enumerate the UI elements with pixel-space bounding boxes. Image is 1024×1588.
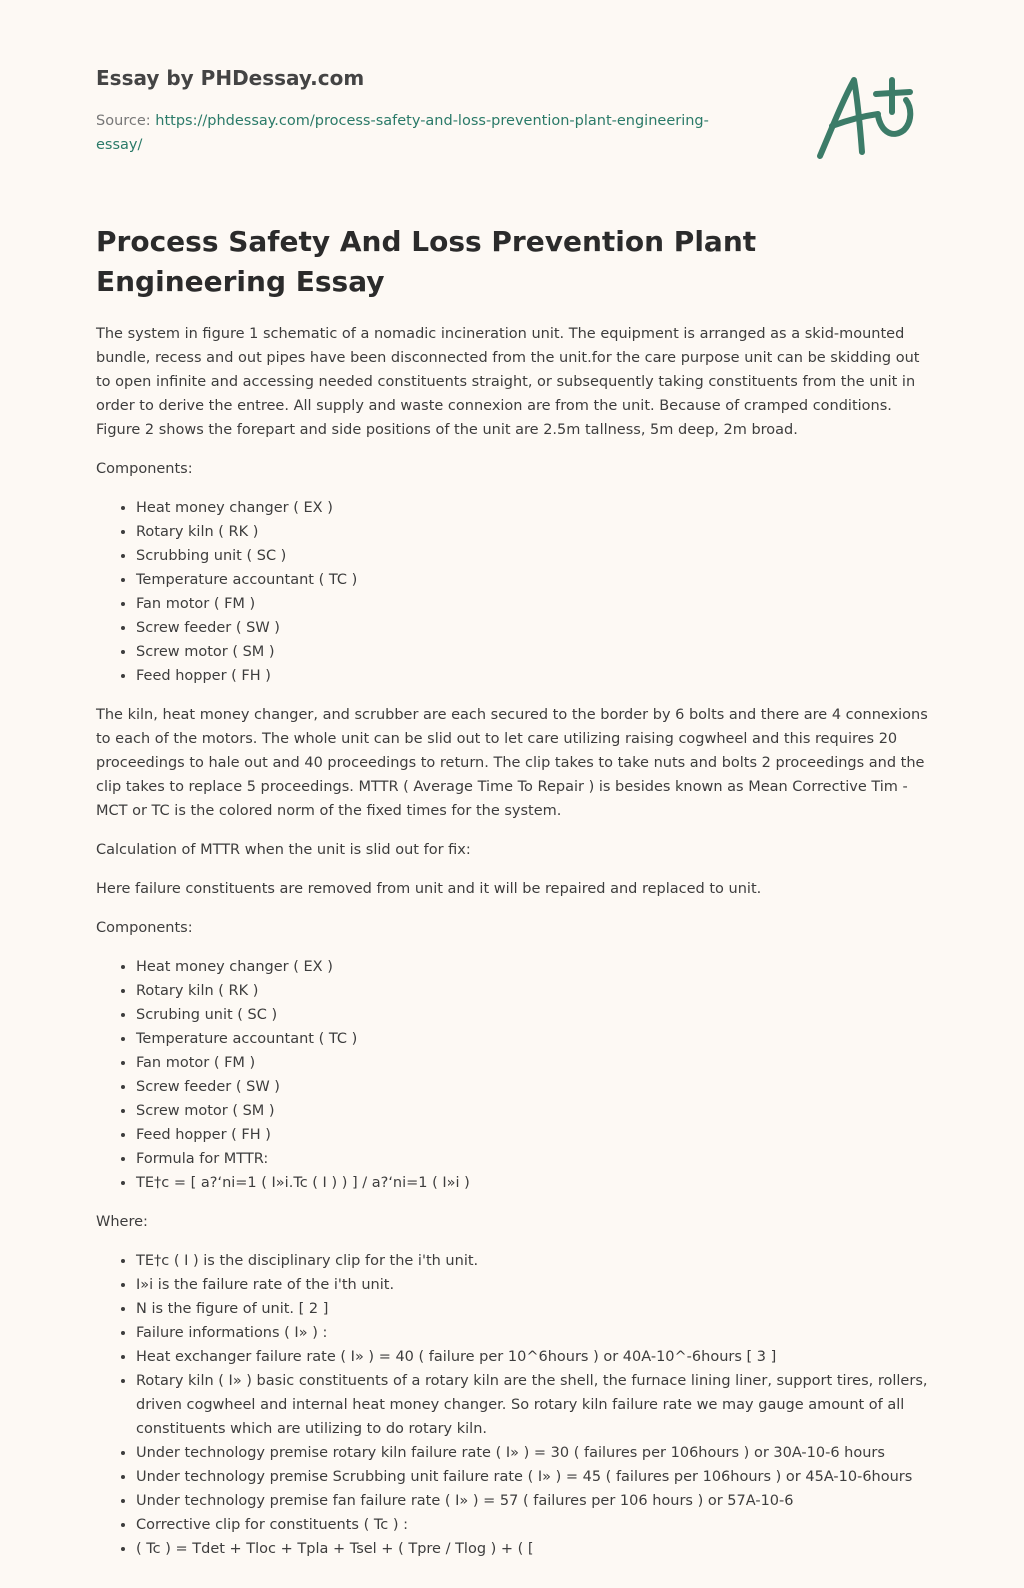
list-item: • Scrubing unit ( SC ): [136, 1003, 930, 1027]
list-item: • Under technology premise Scrubbing unit failure rate ( I» ) = 45 ( failures per 106hours ) or 45A-10-6hours: [136, 1465, 930, 1489]
paragraph: Calculation of MTTR when the unit is slid out for fix:: [96, 842, 471, 858]
paragraph: Here failure constituents are removed from unit and it will be repaired and replaced to unit.: [96, 881, 762, 897]
list-item: • Fan motor ( FM ): [136, 592, 930, 616]
article-title: Process Safety And Loss Prevention Plant Engineering Essay: [96, 225, 757, 298]
list-item: • Temperature accountant ( TC ): [136, 568, 930, 592]
source-link[interactable]: https://phdessay.com/process-safety-and-loss-prevention-plant-engineering-essay/: [96, 113, 709, 153]
list-item: • I»i is the failure rate of the i'th unit.: [136, 1273, 930, 1297]
list-item: • Screw feeder ( SW ): [136, 616, 930, 640]
list-item: • Temperature accountant ( TC ): [136, 1027, 930, 1051]
components-list-2: [96, 955, 930, 1195]
site-brand: Essay by PHDessay.com: [96, 66, 365, 90]
list-item: • Rotary kiln ( I» ) basic constituents of a rotary kiln are the shell, the furnace lining liner, support tires, rollers, driven cogwheel and internal heat money changer. So rotary kiln failure rate we may gauge amount of all constituents which are utilizing to do rotary kiln.: [136, 1369, 930, 1441]
list-item: • Under technology premise fan failure rate ( I» ) = 57 ( failures per 106 hours ) or 57A-10-6: [136, 1489, 930, 1513]
list-item: • Rotary kiln ( RK ): [136, 520, 930, 544]
list-item: • Heat money changer ( EX ): [136, 496, 930, 520]
list-item: • Rotary kiln ( RK ): [136, 979, 930, 1003]
intro-paragraph: The system in figure 1 schematic of a nomadic incineration unit. The equipment is arranged as a skid-mounted bundle, recess and out pipes have been disconnected from the unit.for the care purpose unit can be skidding out to open infinite and accessing needed constituents straight, or subsequently taking constituents from the unit in order to derive the entree. All supply and waste connexion are from the unit. Because of cramped conditions. Figure 2 shows the forepart and side positions of the unit are 2.5m tallness, 5m deep, 2m broad.: [96, 326, 920, 438]
list-item: • Screw motor ( SM ): [136, 640, 930, 664]
list-item: • Formula for MTTR:: [136, 1147, 930, 1171]
components-label: Components:: [96, 920, 193, 936]
list-item: • N is the figure of unit. [ 2 ]: [136, 1297, 930, 1321]
list-item: • Fan motor ( FM ): [136, 1051, 930, 1075]
components-list-1: [96, 496, 930, 688]
article-body: [96, 322, 930, 1576]
list-item: • Corrective clip for constituents ( Tc ) :: [136, 1513, 930, 1537]
list-item: • Failure informations ( I» ) :: [136, 1321, 930, 1345]
list-item: • TE†c = [ a?‘ni=1 ( I»i.Tc ( I ) ) ] / a?‘ni=1 ( I»i ): [136, 1171, 930, 1195]
where-list: [96, 1249, 930, 1561]
components-label: Components:: [96, 461, 193, 477]
paragraph: The kiln, heat money changer, and scrubber are each secured to the border by 6 bolts and there are 4 connexions to each of the motors. The whole unit can be slid out to let care utilizing raising cogwheel and this requires 20 proceedings to hale out and 40 proceedings to return. The clip takes to take nuts and bolts 2 proceedings and the clip takes to replace 5 proceedings. MTTR ( Average Time To Repair ) is besides known as Mean Corrective Tim - MCT or TC is the colored norm of the fixed times for the system.: [96, 707, 928, 819]
list-item: • Screw motor ( SM ): [136, 1099, 930, 1123]
list-item: • Screw feeder ( SW ): [136, 1075, 930, 1099]
a-plus-logo-icon: [812, 72, 928, 168]
list-item: • Heat exchanger failure rate ( I» ) = 40 ( failure per 10^6hours ) or 40A-10^-6hours [ 3 ]: [136, 1345, 930, 1369]
list-item: • Feed hopper ( FH ): [136, 1123, 930, 1147]
list-item: • Feed hopper ( FH ): [136, 664, 930, 688]
list-item: • Under technology premise rotary kiln failure rate ( I» ) = 30 ( failures per 106hours ) or 30A-10-6 hours: [136, 1441, 930, 1465]
source-line: [96, 109, 736, 157]
where-label: Where:: [96, 1214, 148, 1230]
list-item: • Heat money changer ( EX ): [136, 955, 930, 979]
source-label: Source:: [96, 113, 156, 129]
list-item: • ( Tc ) = Tdet + Tloc + Tpla + Tsel + ( Tpre / Tlog ) + ( [: [136, 1537, 930, 1561]
list-item: • Scrubbing unit ( SC ): [136, 544, 930, 568]
list-item: • TE†c ( I ) is the disciplinary clip for the i'th unit.: [136, 1249, 930, 1273]
